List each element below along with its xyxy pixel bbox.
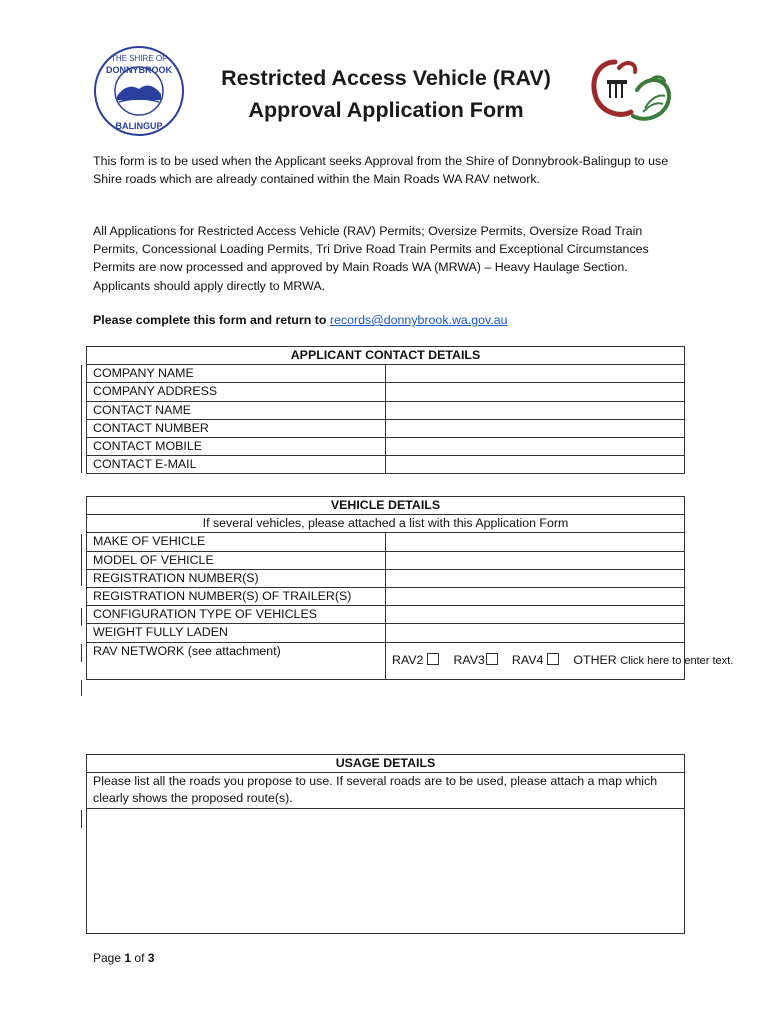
field-label: COMPANY ADDRESS <box>87 383 386 401</box>
contact-number-field[interactable] <box>386 419 685 437</box>
page-total: 3 <box>147 951 155 965</box>
intro-paragraph-1: This form is to be used when the Applicant seeks Approval from the Shire of Donnybrook-Balingup to use Shire roads which are already contained within the Main Roads WA RAV network. <box>93 154 669 187</box>
rav3-checkbox[interactable] <box>486 653 498 665</box>
field-label: CONTACT NUMBER <box>87 419 386 437</box>
applicant-heading: APPLICANT CONTACT DETAILS <box>87 347 685 365</box>
usage-heading: USAGE DETAILS <box>87 755 685 773</box>
vehicle-heading: VEHICLE DETAILS <box>87 497 685 515</box>
other-option <box>573 652 733 670</box>
margin-marker <box>81 365 82 473</box>
company-name-field[interactable] <box>386 365 685 383</box>
field-label: CONTACT NAME <box>87 401 386 419</box>
rav2-label: RAV2 <box>392 653 424 668</box>
intro-paragraph-2: All Applications for Restricted Access Vehicle (RAV) Permits; Oversize Permits, Oversize Road Train Permits, Concessional Loading Permits, Tri Drive Road Train Permits and Exceptional Circumstances Permits are now processed and approved by Main Roads WA (MRWA) – Heavy Haulage Section. Applicants should apply directly to MRWA. <box>93 224 649 293</box>
rav2-option[interactable] <box>392 652 439 669</box>
margin-marker <box>81 680 82 696</box>
margin-marker <box>81 810 82 828</box>
svg-text:THE SHIRE OF: THE SHIRE OF <box>110 54 168 63</box>
contact-email-field[interactable] <box>386 456 685 474</box>
page-title <box>186 62 586 126</box>
field-label: RAV NETWORK (see attachment) <box>87 642 386 679</box>
contact-name-field[interactable] <box>386 401 685 419</box>
field-label: REGISTRATION NUMBER(S) <box>87 569 386 587</box>
rav3-option[interactable] <box>453 652 497 669</box>
roads-text-area[interactable] <box>87 808 685 933</box>
applicant-details-table <box>86 346 685 474</box>
trailer-registration-field[interactable] <box>386 588 685 606</box>
email-link[interactable]: records@donnybrook.wa.gov.au <box>329 313 508 327</box>
shire-logo <box>92 44 186 138</box>
field-label: CONTACT E-MAIL <box>87 456 386 474</box>
return-instruction-text: Please complete this form and return to <box>93 313 330 327</box>
of-word: of <box>134 951 145 965</box>
contact-mobile-field[interactable] <box>386 438 685 456</box>
title-line-1: Restricted Access Vehicle (RAV) <box>221 66 551 90</box>
rav4-label: RAV4 <box>511 653 544 668</box>
rav3-label: RAV3 <box>453 653 485 668</box>
margin-marker <box>81 534 82 586</box>
svg-text:DONNYBROOK: DONNYBROOK <box>105 65 173 75</box>
field-label: CONFIGURATION TYPE OF VEHICLES <box>87 606 386 624</box>
margin-marker <box>81 644 82 662</box>
page-current: 1 <box>124 951 132 965</box>
usage-details-table <box>86 754 685 934</box>
registration-field[interactable] <box>386 569 685 587</box>
rav-network-options <box>386 642 734 679</box>
rav2-checkbox[interactable] <box>427 653 439 665</box>
rav4-option[interactable] <box>512 652 559 669</box>
company-address-field[interactable] <box>386 383 685 401</box>
vehicle-note: If several vehicles, please attached a list with this Application Form <box>87 515 685 533</box>
other-text-field[interactable]: Click here to enter text. <box>620 654 734 667</box>
configuration-field[interactable] <box>386 606 685 624</box>
field-label: MAKE OF VEHICLE <box>87 533 386 551</box>
rav4-checkbox[interactable] <box>547 653 559 665</box>
weight-field[interactable] <box>386 624 685 642</box>
page-number <box>93 951 154 965</box>
make-field[interactable] <box>386 533 685 551</box>
other-label: OTHER <box>573 652 617 667</box>
return-instruction <box>93 311 673 329</box>
field-label: WEIGHT FULLY LADEN <box>87 624 386 642</box>
page-word: Page <box>93 951 122 965</box>
svg-text:BALINGUP: BALINGUP <box>115 121 163 131</box>
field-label: MODEL OF VEHICLE <box>87 551 386 569</box>
field-label: CONTACT MOBILE <box>87 438 386 456</box>
title-line-2: Approval Application Form <box>248 98 524 122</box>
vehicle-details-table <box>86 496 734 680</box>
field-label: COMPANY NAME <box>87 365 386 383</box>
model-field[interactable] <box>386 551 685 569</box>
field-label: REGISTRATION NUMBER(S) OF TRAILER(S) <box>87 588 386 606</box>
margin-marker <box>81 608 82 626</box>
tree-emblem-icon <box>585 52 677 132</box>
usage-instruction: Please list all the roads you propose to use. If several roads are to be used, please attach a map which clearly shows the proposed route(s). <box>87 773 685 808</box>
